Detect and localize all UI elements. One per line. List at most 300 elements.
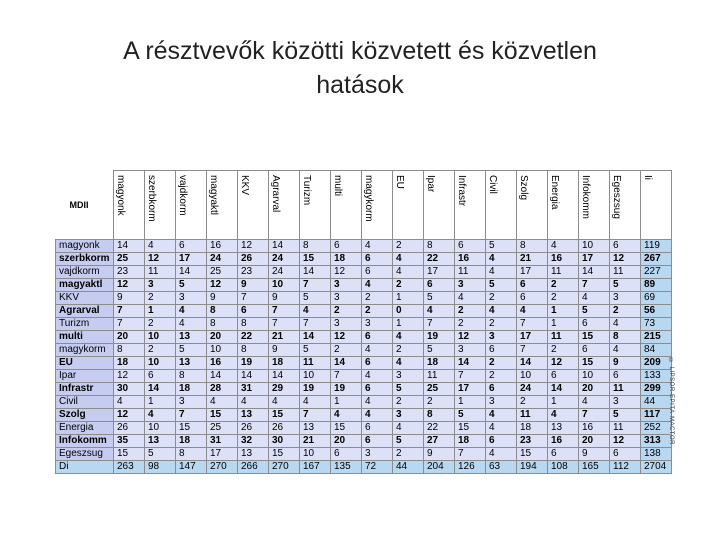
- table-cell: 10: [145, 357, 176, 370]
- table-cell: 1: [393, 318, 424, 331]
- table-cell: 63: [486, 461, 517, 474]
- table-row: [56, 383, 672, 396]
- row-total-cell: 215: [641, 331, 672, 344]
- table-row: [56, 266, 672, 279]
- table-cell: 8: [517, 240, 548, 253]
- table-cell: 2: [362, 292, 393, 305]
- column-header: [517, 171, 548, 240]
- table-cell: 16: [548, 253, 579, 266]
- table-row: [56, 422, 672, 435]
- table-cell: 4: [486, 422, 517, 435]
- table-cell: 10: [300, 448, 331, 461]
- table-cell: 12: [114, 370, 145, 383]
- table-cell: 23: [238, 266, 269, 279]
- table-cell: 18: [176, 383, 207, 396]
- table-cell: 18: [331, 253, 362, 266]
- table-cell: 4: [393, 253, 424, 266]
- table-cell: 5: [176, 279, 207, 292]
- table-cell: 1: [145, 305, 176, 318]
- table-cell: 3: [331, 318, 362, 331]
- table-cell: 17: [517, 331, 548, 344]
- table-cell: 6: [486, 383, 517, 396]
- table-cell: 7: [114, 305, 145, 318]
- table-cell: 270: [269, 461, 300, 474]
- table-cell: 12: [331, 331, 362, 344]
- table-cell: 3: [455, 344, 486, 357]
- table-cell: 2: [393, 279, 424, 292]
- table-cell: 2: [331, 344, 362, 357]
- table-cell: 108: [548, 461, 579, 474]
- table-row: [56, 370, 672, 383]
- table-cell: 3: [331, 279, 362, 292]
- table-cell: 27: [424, 435, 455, 448]
- table-cell: 9: [269, 292, 300, 305]
- table-cell: 12: [610, 435, 641, 448]
- table-cell: 8: [238, 318, 269, 331]
- column-header-label: Infrastr: [456, 175, 467, 207]
- column-header: [393, 171, 424, 240]
- table-cell: 8: [424, 240, 455, 253]
- table-cell: 9: [579, 448, 610, 461]
- table-cell: 7: [300, 279, 331, 292]
- table-cell: 4: [362, 409, 393, 422]
- table-cell: 29: [269, 383, 300, 396]
- table-cell: 13: [238, 409, 269, 422]
- table-cell: 16: [207, 240, 238, 253]
- table-cell: 6: [145, 370, 176, 383]
- table-cell: 10: [579, 240, 610, 253]
- table-cell: 4: [610, 318, 641, 331]
- table-cell: 5: [176, 344, 207, 357]
- table-cell: 2: [393, 396, 424, 409]
- row-label: szerbkorm: [56, 253, 114, 266]
- table-row: [56, 448, 672, 461]
- mdii-table: [55, 170, 672, 474]
- table-cell: 8: [176, 370, 207, 383]
- row-total-cell: 138: [641, 448, 672, 461]
- table-cell: 7: [517, 318, 548, 331]
- table-cell: 26: [269, 422, 300, 435]
- table-cell: 14: [145, 383, 176, 396]
- table-cell: 2: [424, 396, 455, 409]
- table-cell: 12: [610, 253, 641, 266]
- table-cell: 6: [362, 357, 393, 370]
- table-cell: 3: [362, 448, 393, 461]
- table-cell: 4: [393, 266, 424, 279]
- table-cell: 13: [176, 331, 207, 344]
- table-cell: 1: [145, 396, 176, 409]
- row-total-cell: 119: [641, 240, 672, 253]
- table-cell: 6: [610, 448, 641, 461]
- table-cell: 7: [579, 279, 610, 292]
- table-cell: 18: [176, 435, 207, 448]
- column-header-label: magykorm: [363, 175, 374, 222]
- table-cell: 7: [579, 409, 610, 422]
- table-cell: 204: [424, 461, 455, 474]
- table-row: [56, 344, 672, 357]
- table-cell: 25: [207, 266, 238, 279]
- column-header: [548, 171, 579, 240]
- table-cell: 2: [610, 305, 641, 318]
- table-cell: 4: [579, 292, 610, 305]
- column-header-label: Infokomm: [580, 175, 591, 219]
- table-cell: 270: [207, 461, 238, 474]
- column-header-label: szerbkorm: [146, 175, 157, 222]
- table-cell: 17: [176, 253, 207, 266]
- table-cell: 4: [486, 448, 517, 461]
- table-cell: 6: [331, 448, 362, 461]
- row-total-cell: 209: [641, 357, 672, 370]
- table-cell: 266: [238, 461, 269, 474]
- table-cell: 194: [517, 461, 548, 474]
- row-label: Ipar: [56, 370, 114, 383]
- table-cell: 8: [207, 318, 238, 331]
- table-cell: 25: [114, 253, 145, 266]
- table-row: [56, 396, 672, 409]
- row-total-cell: 69: [641, 292, 672, 305]
- table-cell: 8: [114, 344, 145, 357]
- column-header: [207, 171, 238, 240]
- table-cell: 30: [269, 435, 300, 448]
- table-cell: 10: [145, 422, 176, 435]
- table-cell: 15: [517, 448, 548, 461]
- table-cell: 21: [269, 331, 300, 344]
- table-cell: 16: [548, 435, 579, 448]
- table-cell: 20: [331, 435, 362, 448]
- column-header: [300, 171, 331, 240]
- copyright-credit: © LIPSOR-EPITA-MACTOR: [668, 358, 674, 445]
- column-header-label: Agrarval: [270, 175, 281, 213]
- table-cell: 18: [114, 357, 145, 370]
- row-total-cell: 84: [641, 344, 672, 357]
- column-header: [641, 171, 672, 240]
- table-cell: 6: [486, 344, 517, 357]
- table-cell: 5: [300, 292, 331, 305]
- column-header-label: vajdkorm: [177, 175, 188, 216]
- table-cell: 6: [517, 292, 548, 305]
- table-cell: 12: [548, 357, 579, 370]
- table-cell: 19: [300, 383, 331, 396]
- table-cell: 3: [486, 396, 517, 409]
- table-cell: 3: [362, 318, 393, 331]
- table-cell: 10: [269, 279, 300, 292]
- table-cell: 3: [393, 409, 424, 422]
- table-cell: 4: [455, 292, 486, 305]
- table-cell: 2: [145, 318, 176, 331]
- column-header: [114, 171, 145, 240]
- table-cell: 2: [145, 344, 176, 357]
- table-cell: 20: [207, 331, 238, 344]
- table-cell: 14: [269, 240, 300, 253]
- table-cell: 22: [238, 331, 269, 344]
- table-cell: 4: [486, 305, 517, 318]
- table-cell: 14: [548, 383, 579, 396]
- table-cell: 8: [610, 331, 641, 344]
- table-cell: 5: [610, 409, 641, 422]
- table-cell: 26: [114, 422, 145, 435]
- table-row: [56, 435, 672, 448]
- table-cell: 5: [424, 344, 455, 357]
- table-cell: 19: [331, 383, 362, 396]
- column-header: [362, 171, 393, 240]
- table-cell: 5: [145, 448, 176, 461]
- table-cell: 167: [300, 461, 331, 474]
- row-total-cell: 2704: [641, 461, 672, 474]
- table-cell: 23: [114, 266, 145, 279]
- table-cell: 1: [548, 396, 579, 409]
- table-cell: 26: [238, 253, 269, 266]
- table-cell: 263: [114, 461, 145, 474]
- table-cell: 21: [517, 253, 548, 266]
- table-cell: 1: [331, 396, 362, 409]
- table-cell: 72: [362, 461, 393, 474]
- table-cell: 14: [517, 357, 548, 370]
- table-cell: 147: [176, 461, 207, 474]
- table-cell: 10: [300, 370, 331, 383]
- table-cell: 4: [517, 305, 548, 318]
- table-cell: 6: [548, 448, 579, 461]
- title-line-2: hatások: [316, 71, 404, 99]
- table-cell: 0: [393, 305, 424, 318]
- column-header-label: Energia: [549, 175, 560, 210]
- table-cell: 1: [548, 305, 579, 318]
- row-label: Infrastr: [56, 383, 114, 396]
- table-cell: 24: [269, 253, 300, 266]
- table-cell: 20: [579, 435, 610, 448]
- column-header-label: KKV: [239, 175, 250, 196]
- table-cell: 18: [424, 357, 455, 370]
- row-label: Egeszsug: [56, 448, 114, 461]
- row-label: magyaktl: [56, 279, 114, 292]
- table-cell: 4: [393, 422, 424, 435]
- table-cell: 2: [455, 305, 486, 318]
- table-cell: 2: [486, 370, 517, 383]
- column-header: [331, 171, 362, 240]
- row-label: Turizm: [56, 318, 114, 331]
- table-cell: 6: [517, 279, 548, 292]
- table-cell: 6: [610, 240, 641, 253]
- row-total-cell: 73: [641, 318, 672, 331]
- table-cell: 20: [579, 383, 610, 396]
- table-cell: 1: [455, 396, 486, 409]
- table-cell: 24: [207, 253, 238, 266]
- table-cell: 25: [207, 422, 238, 435]
- table-cell: 24: [269, 266, 300, 279]
- table-cell: 2: [393, 240, 424, 253]
- table-cell: 10: [579, 370, 610, 383]
- table-cell: 7: [455, 370, 486, 383]
- table-cell: 12: [455, 331, 486, 344]
- table-cell: 15: [300, 253, 331, 266]
- table-cell: 4: [486, 266, 517, 279]
- table-cell: 14: [207, 370, 238, 383]
- table-cell: 11: [424, 370, 455, 383]
- row-total-cell: 227: [641, 266, 672, 279]
- title-line-1: A résztvevők közötti közvetett és közvetlen: [123, 37, 597, 65]
- table-cell: 14: [579, 266, 610, 279]
- table-cell: 8: [238, 344, 269, 357]
- column-header-label: Ipar: [425, 175, 436, 193]
- table-sum-row: [56, 461, 672, 474]
- table-cell: 6: [238, 305, 269, 318]
- table-cell: 11: [548, 331, 579, 344]
- table-cell: 4: [393, 357, 424, 370]
- table-corner-label: MDII: [56, 171, 114, 240]
- table-cell: 8: [207, 305, 238, 318]
- table-cell: 4: [548, 240, 579, 253]
- table-cell: 11: [300, 357, 331, 370]
- table-cell: 4: [362, 370, 393, 383]
- table-cell: 13: [145, 435, 176, 448]
- row-total-cell: 133: [641, 370, 672, 383]
- table-cell: 10: [207, 344, 238, 357]
- table-cell: 5: [393, 383, 424, 396]
- table-cell: 15: [331, 422, 362, 435]
- row-label: Di: [56, 461, 114, 474]
- table-cell: 4: [362, 396, 393, 409]
- table-cell: 17: [517, 266, 548, 279]
- table-cell: 14: [269, 370, 300, 383]
- table-cell: 6: [579, 318, 610, 331]
- table-cell: 6: [362, 266, 393, 279]
- table-cell: 15: [455, 422, 486, 435]
- table-cell: 14: [300, 266, 331, 279]
- table-cell: 12: [145, 253, 176, 266]
- table-cell: 4: [362, 240, 393, 253]
- table-cell: 5: [424, 292, 455, 305]
- row-label: magykorm: [56, 344, 114, 357]
- table-cell: 2: [548, 344, 579, 357]
- row-total-cell: 313: [641, 435, 672, 448]
- table-cell: 3: [610, 292, 641, 305]
- table-cell: 3: [393, 370, 424, 383]
- table-cell: 25: [424, 383, 455, 396]
- table-cell: 13: [548, 422, 579, 435]
- table-cell: 4: [145, 240, 176, 253]
- table-cell: 31: [238, 383, 269, 396]
- column-header: [269, 171, 300, 240]
- mdii-table-container: [55, 170, 672, 474]
- table-cell: 12: [331, 266, 362, 279]
- table-cell: 7: [455, 448, 486, 461]
- table-row: [56, 318, 672, 331]
- table-cell: 7: [269, 318, 300, 331]
- table-cell: 3: [610, 396, 641, 409]
- table-cell: 112: [610, 461, 641, 474]
- table-cell: 10: [145, 331, 176, 344]
- column-header-label: Turizm: [301, 175, 312, 206]
- table-cell: 30: [114, 383, 145, 396]
- table-cell: 7: [331, 370, 362, 383]
- table-cell: 17: [424, 266, 455, 279]
- table-cell: 5: [610, 279, 641, 292]
- table-cell: 12: [114, 279, 145, 292]
- row-label: KKV: [56, 292, 114, 305]
- table-cell: 35: [114, 435, 145, 448]
- table-cell: 165: [579, 461, 610, 474]
- table-cell: 10: [517, 370, 548, 383]
- table-row: [56, 357, 672, 370]
- table-cell: 15: [207, 409, 238, 422]
- table-cell: 7: [176, 409, 207, 422]
- table-cell: 18: [517, 422, 548, 435]
- table-cell: 9: [207, 292, 238, 305]
- row-total-cell: 89: [641, 279, 672, 292]
- table-cell: 3: [331, 292, 362, 305]
- row-label: EU: [56, 357, 114, 370]
- table-cell: 2: [393, 344, 424, 357]
- table-cell: 7: [300, 409, 331, 422]
- table-cell: 15: [269, 448, 300, 461]
- column-header-label: Szolg: [518, 175, 529, 201]
- table-cell: 6: [331, 240, 362, 253]
- table-cell: 3: [455, 279, 486, 292]
- table-cell: 7: [238, 292, 269, 305]
- table-cell: 11: [145, 266, 176, 279]
- table-cell: 7: [300, 318, 331, 331]
- table-cell: 17: [207, 448, 238, 461]
- table-cell: 6: [362, 253, 393, 266]
- column-header-label: Civil: [487, 175, 498, 194]
- table-cell: 15: [269, 409, 300, 422]
- table-cell: 3: [486, 331, 517, 344]
- table-cell: 6: [610, 370, 641, 383]
- table-cell: 22: [424, 253, 455, 266]
- column-header: [176, 171, 207, 240]
- table-cell: 4: [486, 253, 517, 266]
- column-header-label: EU: [394, 175, 405, 189]
- table-cell: 11: [517, 409, 548, 422]
- table-cell: 11: [610, 383, 641, 396]
- column-header-label: magyonk: [115, 175, 126, 216]
- table-cell: 12: [114, 409, 145, 422]
- table-cell: 5: [455, 409, 486, 422]
- table-row: [56, 292, 672, 305]
- table-cell: 2: [331, 305, 362, 318]
- table-cell: 6: [362, 435, 393, 448]
- table-cell: 13: [300, 422, 331, 435]
- table-cell: 4: [579, 396, 610, 409]
- column-header-label: Egeszsug: [611, 175, 622, 219]
- table-cell: 16: [207, 357, 238, 370]
- row-label: vajdkorm: [56, 266, 114, 279]
- table-cell: 6: [176, 240, 207, 253]
- column-header: [486, 171, 517, 240]
- table-cell: 4: [176, 318, 207, 331]
- row-total-cell: 252: [641, 422, 672, 435]
- table-cell: 1: [393, 292, 424, 305]
- table-row: [56, 279, 672, 292]
- table-cell: 6: [424, 279, 455, 292]
- table-cell: 4: [176, 305, 207, 318]
- table-cell: 5: [579, 305, 610, 318]
- table-cell: 4: [610, 344, 641, 357]
- table-cell: 31: [207, 435, 238, 448]
- table-cell: 11: [548, 266, 579, 279]
- table-cell: 12: [207, 279, 238, 292]
- table-cell: 9: [269, 344, 300, 357]
- table-cell: 23: [517, 435, 548, 448]
- column-header: [145, 171, 176, 240]
- column-header: [610, 171, 641, 240]
- table-cell: 3: [176, 292, 207, 305]
- table-cell: 7: [517, 344, 548, 357]
- table-cell: 13: [238, 448, 269, 461]
- slide-title: [0, 34, 720, 102]
- table-cell: 4: [207, 396, 238, 409]
- table-row: [56, 240, 672, 253]
- table-row: [56, 331, 672, 344]
